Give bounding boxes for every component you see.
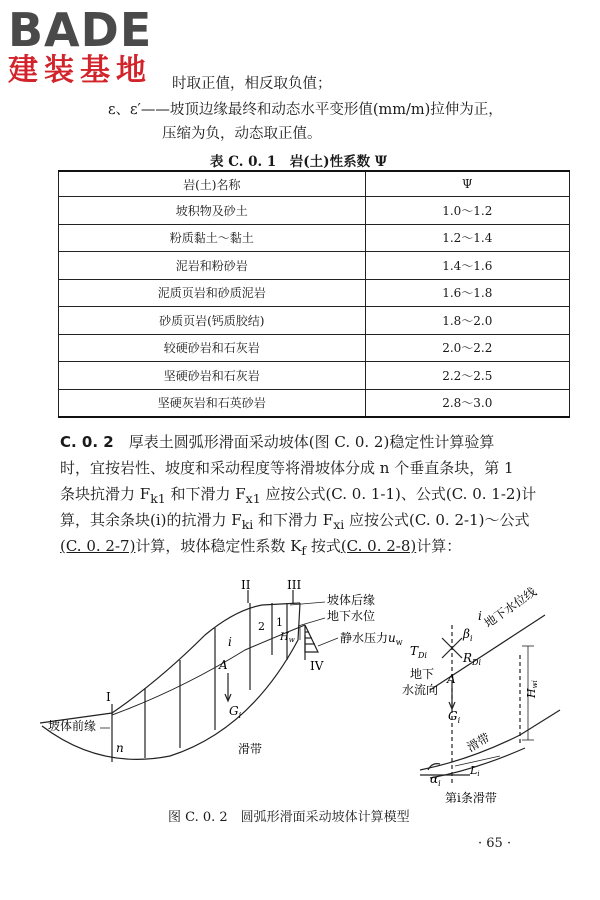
label-slope-back: 坡体后缘 [327,593,376,607]
cell-psi: 1.6～1.8 [365,279,569,307]
label-G [229,704,242,720]
label-A2: A [447,672,456,686]
text-run: 条块抗滑力 F [60,485,151,503]
label-text: β [463,627,470,641]
page-number: · 65 · [478,836,512,851]
text-line-3: 压缩为负，动态取正值。 [162,126,322,142]
label-roman-3: III [287,580,302,592]
logo-word: BADE [8,3,153,57]
table-row [59,389,570,417]
label-text: Di [418,651,427,660]
cell-psi: 1.4～1.6 [365,252,569,280]
text-run: 应按公式(C. 0. 1-1)、公式(C. 0. 1-2)计 [260,485,537,503]
subscript: f [301,543,307,558]
label-groundwater: 地下水位 [327,609,376,623]
text-run: 按式 [306,537,341,555]
cell-psi: 2.8～3.0 [365,389,569,417]
subscript: k1 [150,491,166,506]
label-Hwi [525,680,539,699]
cell-psi: 1.0～1.2 [365,197,569,225]
cell-psi: 2.2～2.5 [365,362,569,390]
brand-logo [8,3,183,88]
table-row [59,224,570,252]
formula-reference: (C. 0. 2-8) [340,537,417,555]
section-text: 厚表土圆弧形滑面采动坡体(图 C. 0. 2)稳定性计算验算 [128,433,495,451]
groundwater-line [112,625,305,715]
label-text: i [457,716,461,725]
cell-name: 粉质黏土～黏土 [59,224,366,252]
label-T [410,644,427,660]
label-text: wi [531,680,539,689]
rock-coefficient-table [58,170,570,418]
cell-name: 坡积物及砂土 [59,197,366,225]
label-roman-4: IV [310,659,324,673]
label-G2 [448,709,461,725]
label-text: Di [472,658,482,667]
cell-name: 较硬砂岩和石灰岩 [59,334,366,362]
label-text: L [470,764,478,777]
table-row [59,307,570,335]
cell-psi: 1.8～2.0 [365,307,569,335]
cell-psi: 2.0～2.2 [365,334,569,362]
label-text: 静水压力 [340,631,389,645]
cell-name: 砂质页岩(钙质胶结) [59,307,366,335]
text-run: 和下滑力 F [165,485,246,503]
cell-name: 泥岩和粉砂岩 [59,252,366,280]
formula-reference: (C. 0. 2-7) [60,537,136,555]
label-Hw [279,632,295,644]
text-run: 计算，坡体稳定性系数 K [135,537,302,555]
label-text: H [525,688,538,698]
text-run: 应按公式(C. 0. 2-1)～公式 [344,511,530,529]
label-text: i [477,770,480,778]
label-beta [462,627,473,643]
label-text: H [280,632,289,643]
label-text: w [288,636,295,644]
label-slope-front: 坡体前缘 [48,719,97,733]
label-gw-line: 地下水位线 [481,584,539,631]
header-psi: Ψ [365,171,569,197]
label-text: w [395,638,403,647]
label-flow-2: 水流向 [402,683,439,697]
text-line-2: ε、ε′——坡顶边缘最终和动态水平变形值(mm/m)拉伸为正， [108,102,503,118]
label-roman-2: II [241,580,251,592]
table-row [59,362,570,390]
label-roman-1: I [106,690,111,704]
table-row [59,279,570,307]
text-run: 算，其余条块(i)的抗滑力 F [60,511,242,529]
label-hydrostatic [340,630,403,647]
section-line-2: 时，宜按岩性、坡度和采动程度等将滑坡体分成 n 个垂直条块，第 1 [60,459,514,477]
label-ith-slip: 第i条滑带 [445,791,497,805]
header-rock-name: 岩(土)名称 [59,171,366,197]
label-text: R [463,651,473,665]
label-A: A [219,658,228,672]
subscript: x1 [245,491,261,506]
label-slip-band-2: 滑带 [464,730,493,755]
leader-line [298,618,325,626]
table-row [59,334,570,362]
cell-name: 坚硬砂岩和石灰岩 [59,362,366,390]
label-1: 1 [276,616,283,629]
label-text: G [448,709,458,723]
section-line-1 [60,430,580,456]
cell-name: 坚硬灰岩和石英砂岩 [59,389,366,417]
section-number: C. 0. 2 [60,433,114,451]
figure-caption: 图 C. 0. 2 圆弧形滑面采动坡体计算模型 [168,810,410,825]
label-slip-band: 滑带 [238,742,263,756]
label-text: α [430,772,439,786]
leader-line [318,638,338,646]
label-flow-1: 地下 [410,667,435,681]
section-line-5 [60,534,580,564]
slope-calculation-diagram [0,580,600,805]
subscript: xi [333,517,345,532]
text-run: 计算： [416,537,462,555]
label-n: n [116,741,124,755]
logo-subtitle: 建装基地 [8,53,152,88]
subscript: ki [241,517,254,532]
label-R [462,651,481,667]
label-text: G [229,704,239,718]
label-i-right: i [478,609,482,623]
label-text: i [438,779,441,788]
table-row [59,252,570,280]
label-i: i [228,635,232,649]
table-row [59,197,570,225]
label-text: i [469,634,473,643]
label-text: T [410,644,419,658]
label-2: 2 [258,620,265,633]
table-header-row [59,171,570,197]
text-line-1: 时取正值，相反取负值； [172,76,332,92]
label-text: u [388,631,396,645]
cell-name: 泥质页岩和砂质泥岩 [59,279,366,307]
label-text: i [238,711,242,720]
table-caption: 表 C. 0. 1 岩(土)性系数 Ψ [210,154,388,170]
cell-psi: 1.2～1.4 [365,224,569,252]
text-run: 和下滑力 F [253,511,334,529]
